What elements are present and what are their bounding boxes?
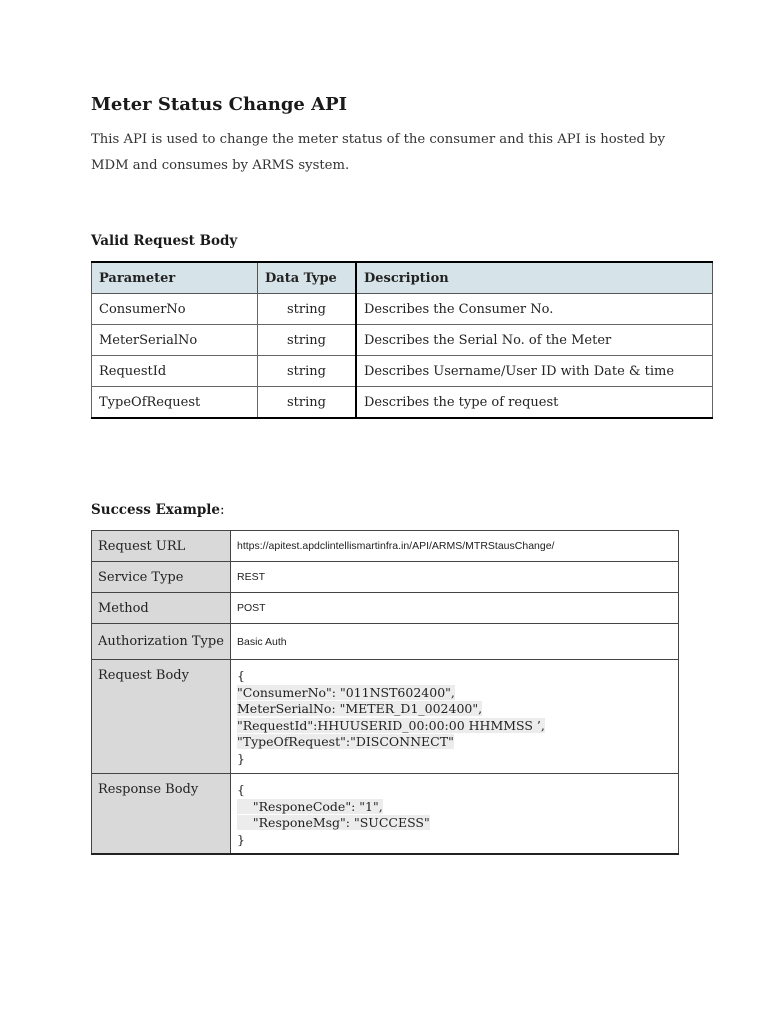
table-header-row	[92, 262, 713, 294]
description-cell: Describes the Consumer No.	[356, 294, 713, 325]
success-heading-colon: :	[220, 502, 225, 518]
table-row	[92, 660, 679, 774]
code-line: }	[237, 831, 245, 847]
intro-paragraph: This API is used to change the meter status of the consumer and this API is hosted by MDM and consumes by ARMS system.	[91, 132, 666, 173]
page-title: Meter Status Change API	[91, 94, 348, 115]
code-line: "ConsumerNo": "011NST602400",	[237, 684, 455, 700]
request-body-table	[91, 261, 713, 419]
response-body-code	[237, 782, 678, 848]
parameter-cell: ConsumerNo	[92, 294, 258, 325]
data-type-cell: string	[258, 387, 357, 419]
method-value: POST	[231, 593, 679, 624]
request-body-code	[237, 668, 678, 767]
response-body-label: Response Body	[92, 774, 231, 854]
code-line: }	[237, 750, 245, 766]
code-line: MeterSerialNo: "METER_D1_002400",	[237, 701, 483, 716]
request-body-label: Request Body	[92, 660, 231, 774]
table-row	[92, 593, 679, 624]
table-row	[92, 294, 713, 325]
column-header-parameter: Parameter	[92, 262, 258, 294]
method-label: Method	[92, 593, 231, 624]
request-section-heading: Valid Request Body	[91, 233, 238, 249]
column-header-description: Description	[356, 262, 713, 294]
response-body-value	[231, 774, 679, 854]
table-row	[92, 325, 713, 356]
request-url-value: https://apitest.apdclintellismartinfra.in/API/ARMS/MTRStausChange/	[231, 531, 679, 562]
code-line: "ResponeCode": "1",	[237, 798, 383, 814]
code-line: {	[237, 782, 245, 797]
column-header-data-type: Data Type	[258, 262, 357, 294]
success-heading-text: Success Example	[91, 502, 221, 518]
table-row	[92, 562, 679, 593]
code-line: {	[237, 668, 245, 683]
code-line: "TypeOfRequest":"DISCONNECT"	[237, 734, 454, 749]
data-type-cell: string	[258, 325, 357, 356]
success-section-heading	[91, 502, 225, 518]
description-cell: Describes Username/User ID with Date & time	[356, 356, 713, 387]
table-row	[92, 774, 679, 854]
description-cell: Describes the type of request	[356, 387, 713, 419]
request-body-value	[231, 660, 679, 774]
parameter-cell: TypeOfRequest	[92, 387, 258, 419]
code-line: "RequestId":HHUUSERID_00:00:00 HHMMSS ’,	[237, 717, 545, 733]
table-row	[92, 624, 679, 660]
service-type-label: Service Type	[92, 562, 231, 593]
service-type-value: REST	[231, 562, 679, 593]
data-type-cell: string	[258, 294, 357, 325]
auth-type-label: Authorization Type	[92, 624, 231, 660]
code-line: "ResponeMsg": "SUCCESS"	[237, 815, 430, 830]
success-example-table	[91, 530, 679, 855]
parameter-cell: RequestId	[92, 356, 258, 387]
request-url-label: Request URL	[92, 531, 231, 562]
data-type-cell: string	[258, 356, 357, 387]
table-row	[92, 387, 713, 419]
description-cell: Describes the Serial No. of the Meter	[356, 325, 713, 356]
auth-type-value: Basic Auth	[231, 624, 679, 660]
table-row	[92, 356, 713, 387]
parameter-cell: MeterSerialNo	[92, 325, 258, 356]
table-row	[92, 531, 679, 562]
